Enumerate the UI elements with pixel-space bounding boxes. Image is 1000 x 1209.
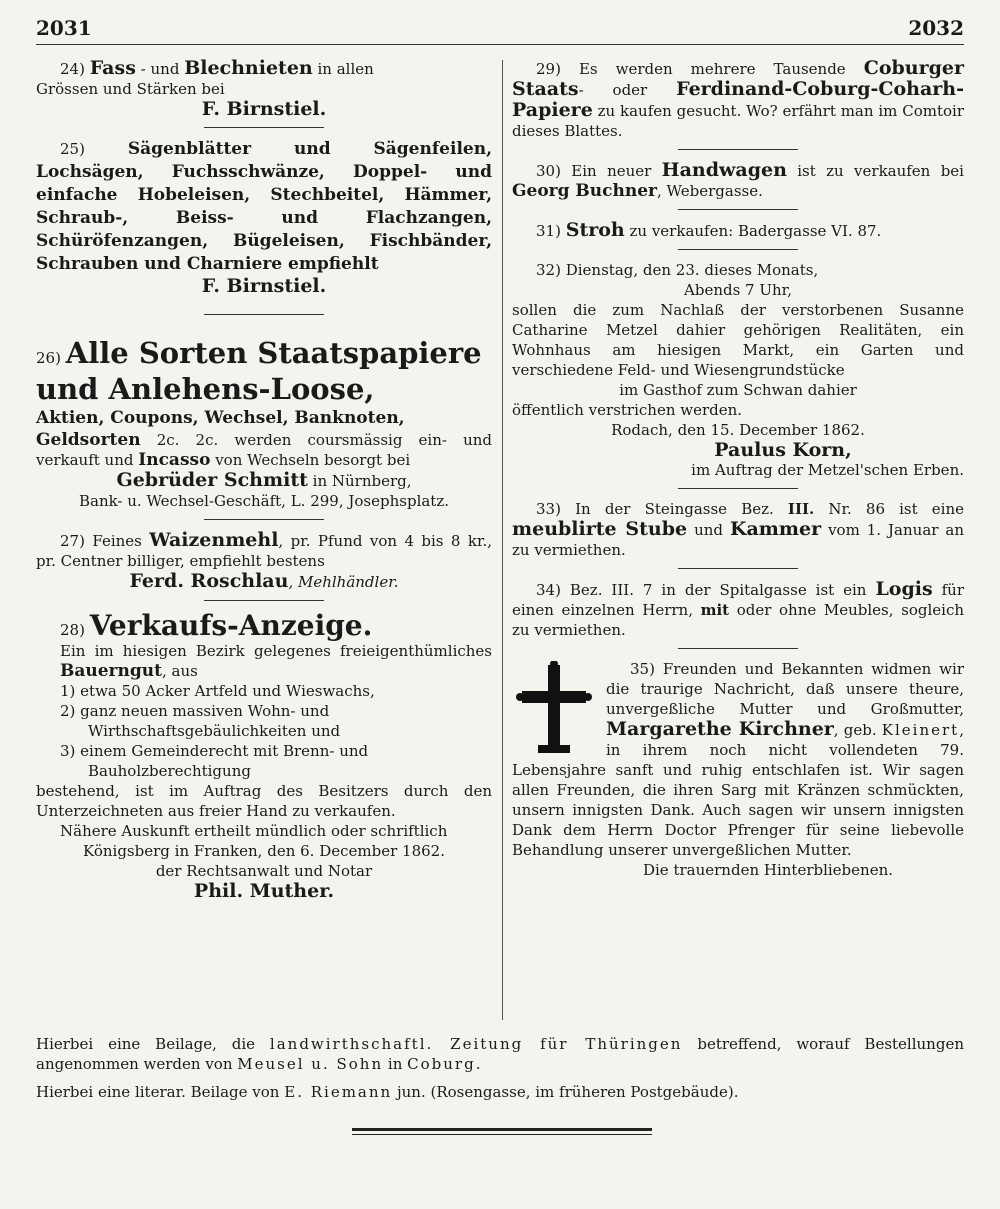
cross-icon bbox=[512, 661, 596, 757]
ad-31: 31) Stroh zu verkaufen: Badergasse VI. 87. bbox=[512, 220, 964, 241]
ad-signature: F. Birnstiel. bbox=[201, 275, 327, 297]
ad-text: im Gasthof zum Schwan dahier bbox=[619, 381, 857, 399]
separator bbox=[678, 209, 798, 210]
footer-notes bbox=[36, 1034, 964, 1110]
ad-number: 29) bbox=[536, 60, 561, 78]
ad-number: 26) bbox=[36, 349, 61, 367]
ad-text: bestehend, ist im Auftrag des Besitzers durch den Unterzeichneten aus freier Hand zu verkaufen. bbox=[36, 782, 492, 820]
ad-heading: Alle Sorten Staatspapiere bbox=[65, 336, 482, 370]
end-rule bbox=[352, 1134, 652, 1135]
ad-bold-text: Fass bbox=[89, 57, 136, 79]
page-number-right: 2032 bbox=[908, 16, 964, 40]
separator bbox=[678, 149, 798, 150]
ad-signature: Phil. Muther. bbox=[193, 880, 335, 902]
separator bbox=[678, 488, 798, 489]
ad-text: sollen die zum Nachlaß der verstorbenen Susanne Catharine Metzel dahier gehörigen Realitäten, ein Wohnhaus am hiesigen Markt, ein Garten und verschiedene Feld- und Wiesengrundstücke bbox=[512, 301, 964, 379]
separator bbox=[204, 314, 324, 315]
page-number-left: 2031 bbox=[36, 16, 92, 40]
ad-address: Bank- u. Wechsel-Geschäft, L. 299, Josephsplatz. bbox=[78, 492, 450, 510]
ad-bold-text: Ferdinand-Coburg-Coharh-Papiere bbox=[512, 78, 964, 121]
ad-text: Grössen und Stärken bei bbox=[36, 80, 225, 98]
ad-28: 28) Verkaufs-Anzeige. Ein im hiesigen Bezirk gelegenes freieigenthümliches Bauerngut, aus 1) etwa 50 Acker Artfeld und Wieswachs, 2) ganz neuen massiven Wohn- und Wirthschaftsgebäulichkeiten und 3) einem Gemeinderecht mit Brenn- und Bauholzberechtigung bestehend, ist im Auftrag des Besitzers durch den Unterzeichneten aus freier Hand zu verkaufen. Nähere Auskunft ertheilt mündlich oder schriftlich Königsberg in Franken, den 6. December 1862. der Rechtsanwalt und Notar Phil. Muther. bbox=[36, 609, 492, 902]
ad-signature: Ferd. Roschlau bbox=[129, 570, 289, 592]
ad-role: der Rechtsanwalt und Notar bbox=[155, 862, 373, 880]
header-rule bbox=[36, 44, 964, 45]
ad-time: Abends 7 Uhr, bbox=[684, 281, 792, 299]
ad-number: 27) bbox=[60, 532, 85, 550]
column-divider bbox=[502, 60, 503, 1020]
ad-signature: Paulus Korn, bbox=[714, 439, 852, 461]
ad-text: öffentlich verstrichen werden. bbox=[512, 401, 743, 419]
ad-number: 25) bbox=[60, 140, 85, 158]
ad-number: 30) bbox=[536, 162, 561, 180]
separator bbox=[204, 127, 324, 128]
ad-text: Nähere Auskunft ertheilt mündlich oder schriftlich bbox=[60, 822, 448, 840]
ad-heading: Verkaufs-Anzeige. bbox=[89, 609, 373, 642]
ad-bold-text: meublirte Stube bbox=[512, 518, 688, 540]
ad-bold-text: Blechnieten bbox=[184, 57, 313, 79]
separator bbox=[204, 519, 324, 520]
ad-24: 24) Fass - und Blechnieten in allen Grössen und Stärken bei F. Birnstiel. bbox=[36, 58, 492, 119]
ad-heading: und Anlehens-Loose, bbox=[36, 372, 375, 406]
ad-34: 34) Bez. III. 7 in der Spitalgasse ist ein Logis für einen einzelnen Herrn, mit oder ohne Meubles, sogleich zu vermiethen. bbox=[512, 578, 965, 639]
ad-number: 28) bbox=[60, 621, 85, 639]
ad-bold-text: Handwagen bbox=[661, 159, 787, 181]
separator bbox=[678, 568, 798, 569]
ad-place-date: Rodach, den 15. December 1862. bbox=[611, 421, 865, 439]
ad-signature: Die trauernden Hinterbliebenen. bbox=[642, 861, 894, 879]
right-column bbox=[512, 58, 964, 886]
ad-number: 35) bbox=[630, 660, 655, 678]
separator bbox=[204, 600, 324, 601]
ad-29: 29) Es werden mehrere Tausende Coburger Staats- oder Ferdinand-Coburg-Coharh-Papiere zu kaufen gesucht. Wo? erfährt man im Comtoir dieses Blattes. bbox=[512, 57, 964, 140]
ad-25 bbox=[36, 138, 492, 296]
ad-bold-text: Kammer bbox=[729, 518, 822, 540]
ad-26: 26) Alle Sorten Staatspapiere und Anlehens-Loose, Aktien, Coupons, Wechsel, Banknoten, Geldsorten 2c. 2c. werden coursmässig ein- und verkauft und Incasso von Wechseln besorgt bei Gebrüder Schmitt in Nürnberg, Bank- u. Wechsel-Geschäft, L. 299, Josephsplatz. bbox=[36, 336, 492, 510]
ad-number: 33) bbox=[536, 500, 561, 518]
ad-number: 32) bbox=[536, 261, 561, 279]
ad-bold-text: Coburger Staats bbox=[512, 57, 964, 100]
ad-number: 31) bbox=[536, 222, 561, 240]
end-rule bbox=[352, 1128, 652, 1131]
list-item: 3) einem Gemeinderecht mit Brenn- und Bauholzberechtigung bbox=[60, 742, 369, 780]
ad-bold-text: Margarethe Kirchner bbox=[606, 718, 834, 740]
list-item: 2) ganz neuen massiven Wohn- und Wirthschaftsgebäulichkeiten und bbox=[60, 702, 341, 740]
ad-32: 32) Dienstag, den 23. dieses Monats, Abends 7 Uhr, sollen die zum Nachlaß der verstorbenen Susanne Catharine Metzel dahier gehörigen Realitäten, ein Wohnhaus am hiesigen Markt, ein Garten und verschiedene Feld- und Wiesengrundstücke im Gasthof zum Schwan dahier öffentlich verstrichen werden. Rodach, den 15. December 1862. Paulus Korn, im Auftrag der Metzel'schen Erben. bbox=[512, 261, 964, 479]
ad-bold-text: Logis bbox=[875, 578, 933, 600]
ad-firm: Gebrüder Schmitt bbox=[116, 469, 308, 491]
ad-30: 30) Ein neuer Handwagen ist zu verkaufen bei Georg Buchner, Webergasse. bbox=[512, 159, 964, 201]
footer-note: Hierbei eine Beilage, die landwirthschaftl. Zeitung für Thüringen betreffend, worauf Bestellungen angenommen werden von Meusel u. Sohn in Coburg. bbox=[36, 1035, 964, 1073]
separator bbox=[678, 249, 798, 250]
ad-27: 27) Feines Waizenmehl, pr. Pfund von 4 bis 8 kr., pr. Centner billiger, empfiehlt bestens Ferd. Roschlau, Mehlhändler. bbox=[36, 529, 492, 592]
ad-bold-text: Stroh bbox=[565, 219, 625, 241]
left-column bbox=[36, 58, 492, 907]
ad-bold-text: Georg Buchner bbox=[512, 181, 658, 201]
ad-35: 35) Freunden und Bekannten widmen wir die traurige Nachricht, daß unsere theure, unvergeßliche Mutter und Großmutter, Margarethe Kirchner, geb. Kleinert, in ihrem noch nicht vollendeten 79. Lebensjahre sanft und ruhig entschlafen ist. Wir sagen allen Freunden, die ihren Sarg mit Kränzen schmückten, unsern innigsten Dank. Auch sagen wir unsern innigsten Dank dem Herrn Doctor Pfrenger für seine liebevolle Behandlung unserer unvergeßlichen Mutter. Die trauernden Hinterbliebenen. bbox=[512, 660, 964, 879]
ad-text: Sägenblätter und Sägenfeilen, Lochsägen, Fuchsschwänze, Doppel- und einfache Hobeleisen, Stechbeitel, Hämmer, Schraub-, Beiss- und Flachzangen, Schüröfenzangen, Bügeleisen, Fischbänder, Schrauben und Charniere empfiehlt bbox=[36, 139, 492, 274]
ad-33: 33) In der Steingasse Bez. III. Nr. 86 ist eine meublirte Stube und Kammer vom 1. Januar an zu vermiethen. bbox=[512, 500, 965, 559]
ad-signature: F. Birnstiel. bbox=[201, 98, 327, 120]
ad-bold-text: Aktien, Coupons, Wechsel, Banknoten, bbox=[36, 408, 405, 428]
list-item: 1) etwa 50 Acker Artfeld und Wieswachs, bbox=[60, 682, 375, 700]
ad-role: im Auftrag der Metzel'schen Erben. bbox=[691, 461, 964, 479]
ad-number: 34) bbox=[536, 581, 561, 599]
ad-number: 24) bbox=[60, 60, 85, 78]
separator bbox=[678, 648, 798, 649]
ad-place-date: Königsberg in Franken, den 6. December 1862. bbox=[83, 842, 445, 860]
ad-bold-text: Waizenmehl bbox=[149, 529, 279, 551]
footer-note: Hierbei eine literar. Beilage von E. Riemann jun. (Rosengasse, im früheren Postgebäude). bbox=[36, 1083, 739, 1101]
